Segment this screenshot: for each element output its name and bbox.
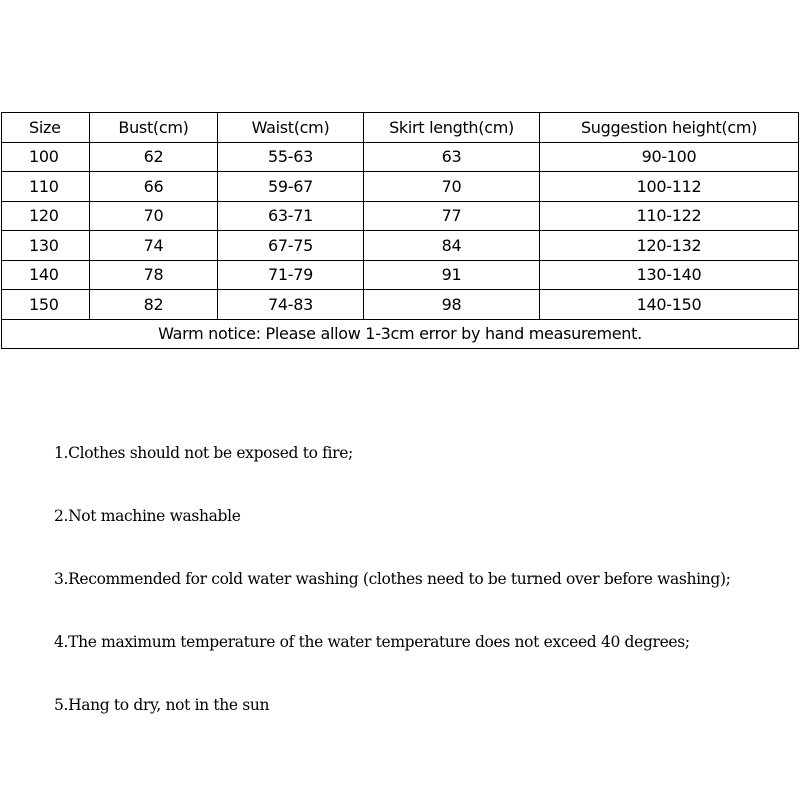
cell-suggestion-height: 140-150 — [540, 290, 799, 320]
cell-waist: 55-63 — [218, 142, 364, 172]
cell-suggestion-height: 90-100 — [540, 142, 799, 172]
care-instruction-item: 5.Hang to dry, not in the sun — [54, 696, 270, 714]
warm-notice: Warm notice: Please allow 1-3cm error by hand measurement. — [2, 319, 799, 349]
care-instruction-item: 4.The maximum temperature of the water temperature does not exceed 40 degrees; — [54, 633, 690, 651]
cell-skirt-length: 98 — [364, 290, 540, 320]
cell-skirt-length: 84 — [364, 231, 540, 261]
cell-suggestion-height: 120-132 — [540, 231, 799, 261]
header-bust: Bust(cm) — [90, 113, 218, 143]
cell-waist: 67-75 — [218, 231, 364, 261]
cell-skirt-length: 91 — [364, 260, 540, 290]
cell-size: 140 — [2, 260, 90, 290]
notice-row — [2, 319, 799, 349]
cell-bust: 78 — [90, 260, 218, 290]
cell-size: 100 — [2, 142, 90, 172]
cell-bust: 74 — [90, 231, 218, 261]
table-header-row — [2, 113, 799, 143]
cell-size: 130 — [2, 231, 90, 261]
table-row — [2, 231, 799, 261]
cell-waist: 59-67 — [218, 172, 364, 202]
table-row — [2, 172, 799, 202]
care-instruction-item: 3.Recommended for cold water washing (clothes need to be turned over before washing); — [54, 570, 731, 588]
cell-skirt-length: 63 — [364, 142, 540, 172]
cell-bust: 82 — [90, 290, 218, 320]
cell-waist: 63-71 — [218, 201, 364, 231]
care-instruction-item: 2.Not machine washable — [54, 507, 241, 525]
cell-skirt-length: 70 — [364, 172, 540, 202]
cell-suggestion-height: 100-112 — [540, 172, 799, 202]
table-row — [2, 260, 799, 290]
size-chart-table — [1, 112, 799, 349]
cell-suggestion-height: 130-140 — [540, 260, 799, 290]
header-waist: Waist(cm) — [218, 113, 364, 143]
header-skirt-length: Skirt length(cm) — [364, 113, 540, 143]
cell-bust: 66 — [90, 172, 218, 202]
cell-waist: 71-79 — [218, 260, 364, 290]
header-size: Size — [2, 113, 90, 143]
cell-bust: 62 — [90, 142, 218, 172]
care-instruction-item: 1.Clothes should not be exposed to fire; — [54, 444, 353, 462]
cell-size: 110 — [2, 172, 90, 202]
cell-skirt-length: 77 — [364, 201, 540, 231]
cell-size: 120 — [2, 201, 90, 231]
cell-bust: 70 — [90, 201, 218, 231]
cell-suggestion-height: 110-122 — [540, 201, 799, 231]
table-row — [2, 201, 799, 231]
cell-size: 150 — [2, 290, 90, 320]
header-suggestion-height: Suggestion height(cm) — [540, 113, 799, 143]
table-row — [2, 290, 799, 320]
cell-waist: 74-83 — [218, 290, 364, 320]
care-instructions-list — [54, 441, 731, 756]
table-row — [2, 142, 799, 172]
